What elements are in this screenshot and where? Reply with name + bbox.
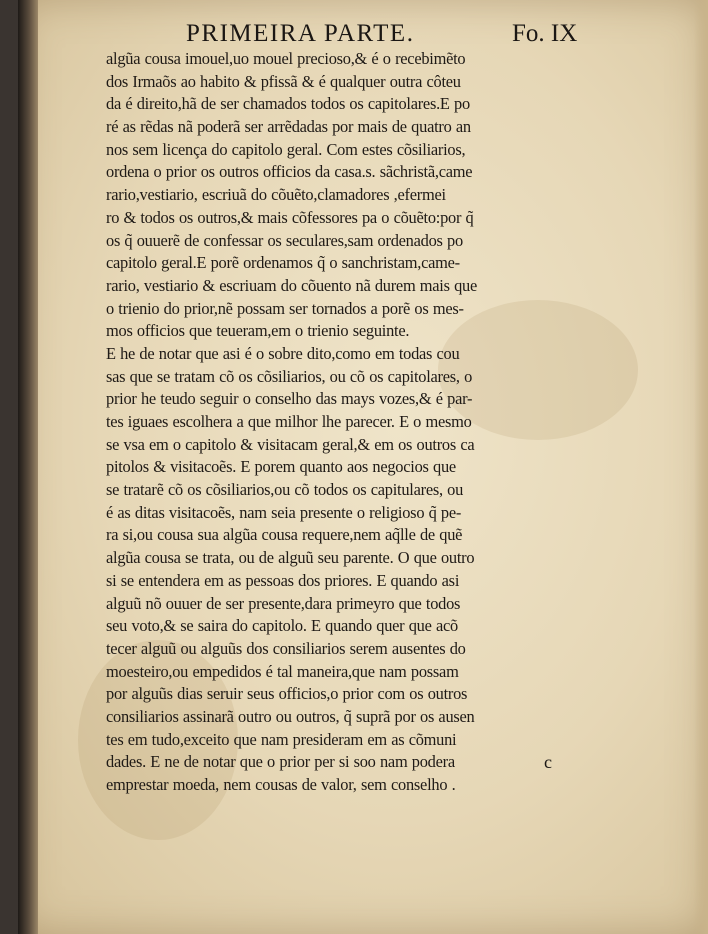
text-line: prior he teudo seguir o conselho das mays vozes,& é par- [106, 389, 473, 409]
text-line: emprestar moeda, nem cousas de valor, sem conselho . [106, 775, 456, 794]
text-line: pitolos & visitacoẽs. E porem quanto aos negocios que [106, 457, 456, 477]
text-line: dos Irmaõs ao habito & pfissã & é qualquer outra côteu [106, 71, 461, 91]
text-line: se tratarẽ cõ os cõsiliarios,ou cõ todos os capitulares, ou [106, 480, 464, 500]
text-line: alguũ nõ ouuer de ser presente,dara primeyro que todos [106, 593, 461, 613]
text-line: rario, vestiario & escriuam do cõuento nã durem mais que [106, 275, 478, 295]
text-line: dades. E ne de notar que o prior per si soo nam podera [106, 752, 455, 772]
page-edge [694, 0, 708, 934]
text-line: o trienio do prior,nẽ possam ser tornados a porẽ os mes- [106, 298, 464, 318]
text-line: moesteiro,ou empedidos é tal maneira,que nam possam [106, 661, 459, 681]
text-line: tes em tudo,exceito que nam presideram em as cõmuni [106, 729, 457, 749]
text-line: ré as rẽdas nã poderã ser arrẽdadas por mais de quatro an [106, 117, 471, 137]
text-line: algũa cousa imouel,uo mouel precioso,& é o recebimẽto [106, 49, 466, 68]
running-head: PRIMEIRA PARTE. [186, 20, 415, 47]
folio-number: Fo. IX [512, 20, 578, 47]
text-line: ra si,ou cousa sua algũa cousa requere,nem aq̃lle de quẽ [106, 525, 463, 545]
text-line: da é direito,hã de ser chamados todos os capitolares.E po [106, 94, 470, 114]
text-line: é as ditas visitacoẽs, nam seia presente o religioso q̃ pe- [106, 502, 462, 522]
text-line: ordena o prior os outros officios da casa.s. sãchristã,came [106, 162, 473, 182]
text-line: algũa cousa se trata, ou de alguũ seu parente. O que outro [106, 548, 475, 568]
text-line: ro & todos os outros,& mais cõfessores pa o cõuẽto:por q̃ [106, 207, 474, 227]
book-page [18, 0, 708, 934]
binding-gutter [18, 0, 38, 934]
text-line: capitolo geral.E porẽ ordenamos q̃ o sanchristam,came- [106, 253, 460, 273]
body-text [106, 48, 606, 797]
text-line: tes iguaes escolhera a que milhor lhe parecer. E o mesmo [106, 412, 472, 431]
text-line: sas que se tratam cõ os cõsiliarios, ou cõ os capitolares, o [106, 366, 473, 386]
text-line: se vsa em o capitolo & visitacam geral,& em os outros ca [106, 434, 475, 454]
text-line: tecer alguũ ou alguũs dos consiliarios serem ausentes do [106, 638, 466, 658]
text-line: nos sem licença do capitolo geral. Com estes cõsiliarios, [106, 139, 466, 159]
text-line: mos officios que teueram,em o trienio seguinte. [106, 321, 410, 341]
text-line: si se entendera em as pessoas dos priores. E quando asi [106, 570, 460, 590]
text-line: os q̃ ouuerẽ de confessar os seculares,sam ordenados po [106, 230, 463, 250]
text-line: seu voto,& se saira do capitolo. E quando quer que acõ [106, 616, 458, 636]
text-line: consiliarios assinarã outro ou outros, q̃ suprã por os ausen [106, 706, 475, 726]
text-line: por alguũs dias seruir seus officios,o prior com os outros [106, 684, 468, 704]
signature-mark: c [544, 752, 552, 772]
text-line: rario,vestiario, escriuã do cõuẽto,clamadores ,efermei [106, 185, 446, 205]
text-line: E he de notar que asi é o sobre dito,como em todas cou [106, 343, 460, 363]
